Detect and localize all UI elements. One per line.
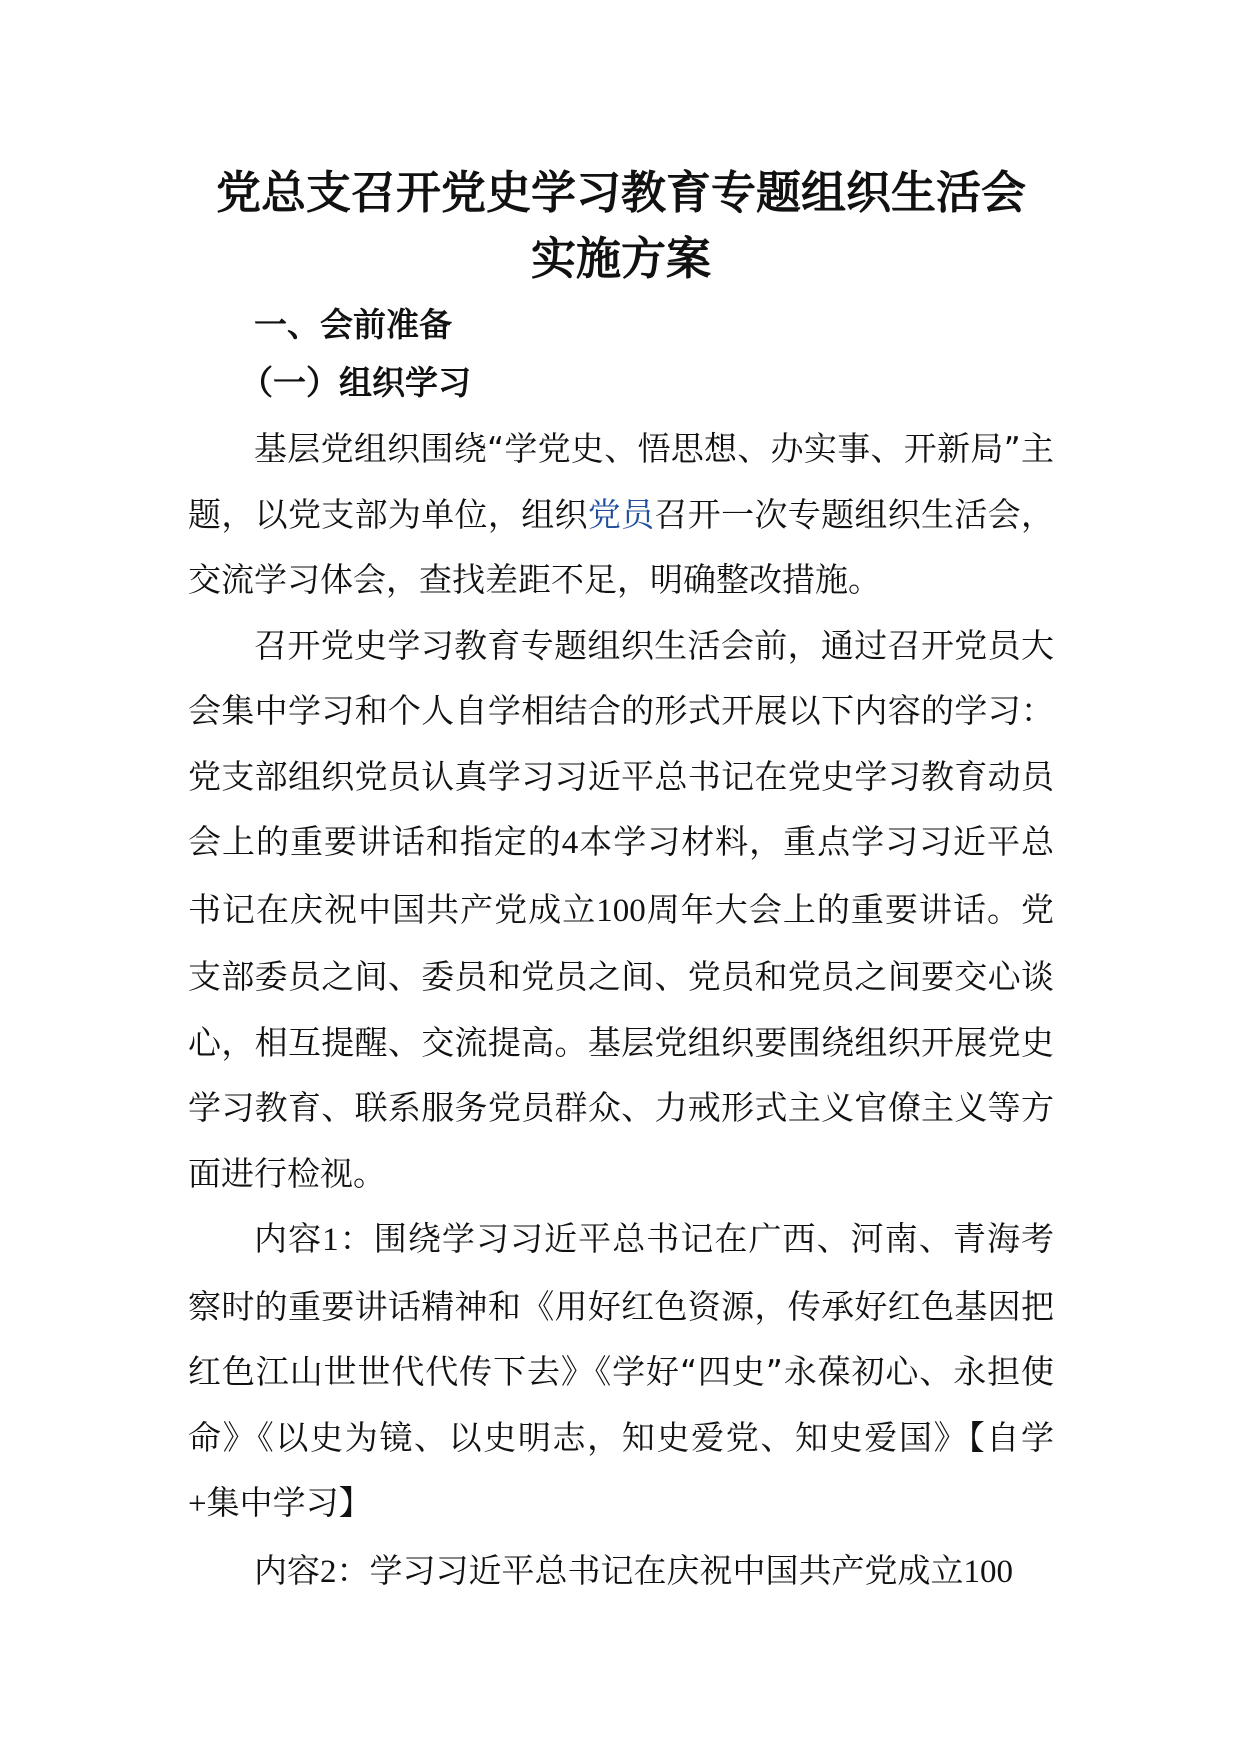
paragraph-2-number-2: 100: [596, 892, 646, 929]
section-heading-1: 一、会前准备: [254, 305, 452, 344]
paragraph-3: [188, 1206, 1054, 1538]
paragraph-4-number: 2: [320, 1553, 337, 1590]
paragraph-3-suffix: 集中学习】: [206, 1483, 372, 1522]
paragraph-1-text-a: 基层党组织围绕“学党史、悟思想、办实事、开新局”主题，以党支部为单位，组织: [188, 429, 1054, 534]
paragraph-2-text-b: 本学习材料，重点学习习近平总书记在庆祝中国共产党成立: [188, 822, 1055, 929]
paragraph-2-text-a: 召开党史学习教育专题组织生活会前，通过召开党员大会集中学习和个人自学相结合的形式开展以下内容的学习：党支部组织党员认真学习习近平总书记在党史学习教育动员会上的重要讲话和指定的: [188, 625, 1054, 861]
document-body: [188, 160, 1054, 1605]
paragraph-1: [188, 416, 1054, 613]
title-line-2: 实施方案: [530, 232, 711, 285]
paragraph-1-text-b: 召开一次专题组织生活会，交流学习体会，查找差距不足，明确整改措施。: [188, 494, 1055, 599]
paragraph-3-prefix: 内容: [254, 1219, 323, 1258]
title-line-1: 党总支召开党史学习教育专题组织生活会: [215, 166, 1026, 219]
paragraph-2-text-c: 周年大会上的重要讲话。党支部委员之间、委员和党员之间、党员和党员之间要交心谈心，相互提醒、交流提高。基层党组织要围绕组织开展党史学习教育、联系服务党员群众、力戒形式主义官僚主义等方面进行检视。: [188, 889, 1055, 1193]
paragraph-2: [188, 613, 1054, 1207]
paragraph-3-number: 1: [322, 1222, 339, 1258]
paragraph-4-prefix: 内容: [254, 1550, 320, 1590]
paragraph-4-number-2: 100: [963, 1553, 1013, 1590]
paragraph-3-plus: +: [188, 1486, 207, 1522]
subsection-heading-1: （一）组织学习: [240, 363, 471, 402]
paragraph-2-number-1: 4: [561, 825, 579, 861]
party-member-link[interactable]: 党员: [587, 494, 655, 534]
paragraph-3-text: ：围绕学习习近平总书记在广西、河南、青海考察时的重要讲话精神和《用好红色资源，传承好红色基因把红色江山世世代代传下去》《学好“四史”永葆初心、永担使命》《以史为镜、以史明志，知史爱党、知史爱国》【自学: [188, 1219, 1055, 1457]
paragraph-4: [188, 1538, 1054, 1606]
paragraph-4-text: ：学习习近平总书记在庆祝中国共产党成立: [336, 1550, 964, 1590]
document-title: [188, 160, 1054, 292]
